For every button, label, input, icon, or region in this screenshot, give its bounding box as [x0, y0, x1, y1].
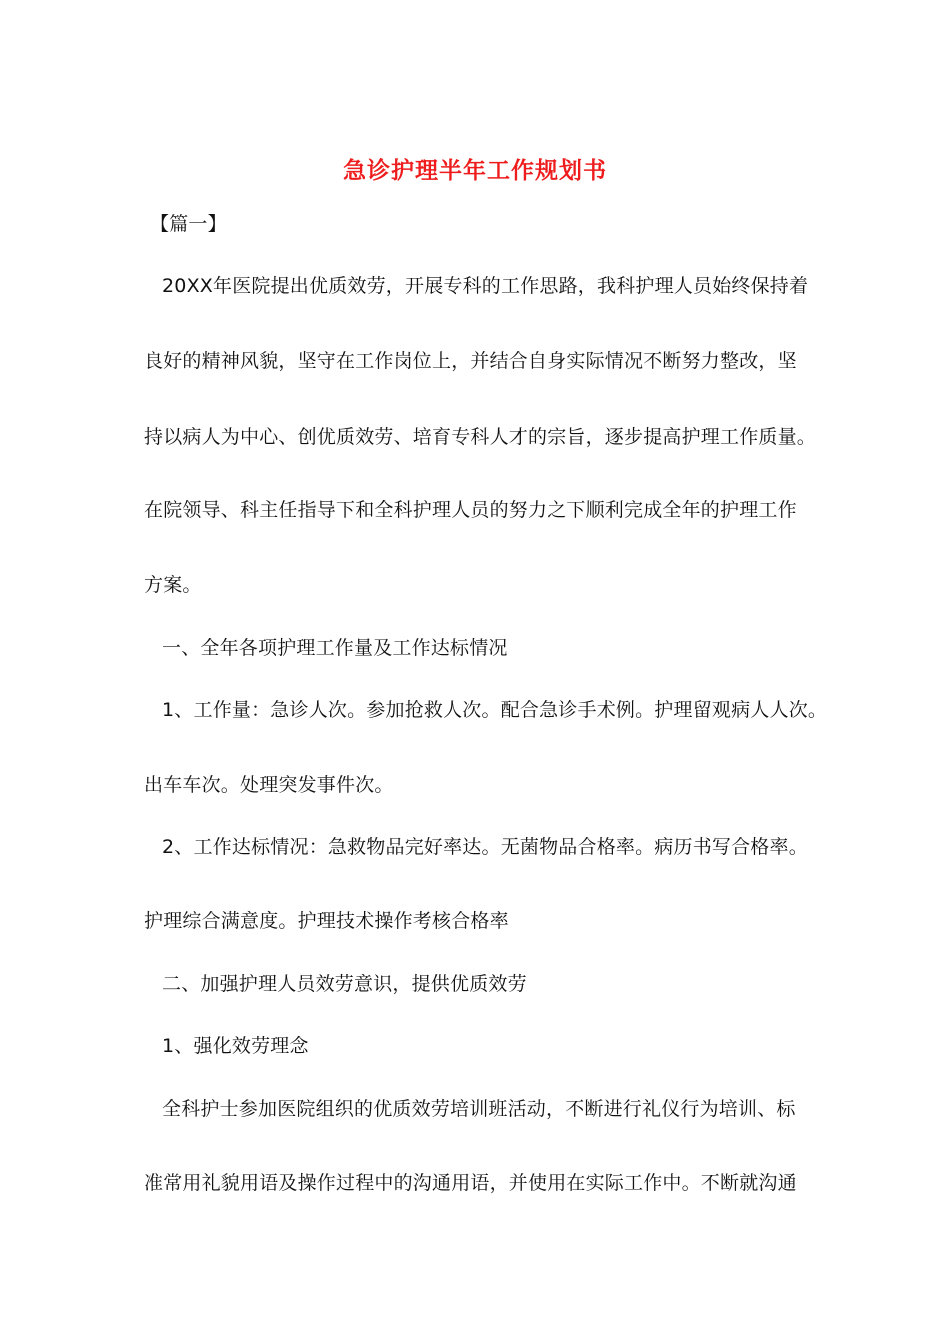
- paragraph-line: 良好的精神风貌，坚守在工作岗位上，并结合自身实际情况不断努力整改，坚: [144, 350, 797, 372]
- paragraph-line: 出车车次。处理突发事件次。: [144, 774, 394, 796]
- section-marker: 【篇一】: [150, 213, 227, 235]
- paragraph-line: 全科护士参加医院组织的优质效劳培训班活动，不断进行礼仪行为培训、标: [162, 1098, 796, 1120]
- paragraph-line: 准常用礼貌用语及操作过程中的沟通用语，并使用在实际工作中。不断就沟通: [144, 1172, 797, 1194]
- paragraph-line: 护理综合满意度。护理技术操作考核合格率: [144, 910, 509, 932]
- document-title: 急诊护理半年工作规划书: [343, 158, 607, 184]
- paragraph-line: 在院领导、科主任指导下和全科护理人员的努力之下顺利完成全年的护理工作: [144, 499, 797, 521]
- paragraph-line: 持以病人为中心、创优质效劳、培育专科人才的宗旨，逐步提高护理工作质量。: [144, 426, 817, 448]
- paragraph-line: 1、工作量：急诊人次。参加抢救人次。配合急诊手术例。护理留观病人人次。: [162, 699, 828, 721]
- section-heading: 二、加强护理人员效劳意识，提供优质效劳: [162, 973, 527, 995]
- paragraph-line: 2、工作达标情况：急救物品完好率达。无菌物品合格率。病历书写合格率。: [162, 836, 808, 858]
- paragraph-line: 20XX年医院提出优质效劳，开展专科的工作思路，我科护理人员始终保持着: [162, 275, 809, 297]
- section-heading: 一、全年各项护理工作量及工作达标情况: [162, 637, 508, 659]
- subsection-heading: 1、强化效劳理念: [162, 1035, 309, 1057]
- paragraph-line: 方案。: [144, 574, 202, 596]
